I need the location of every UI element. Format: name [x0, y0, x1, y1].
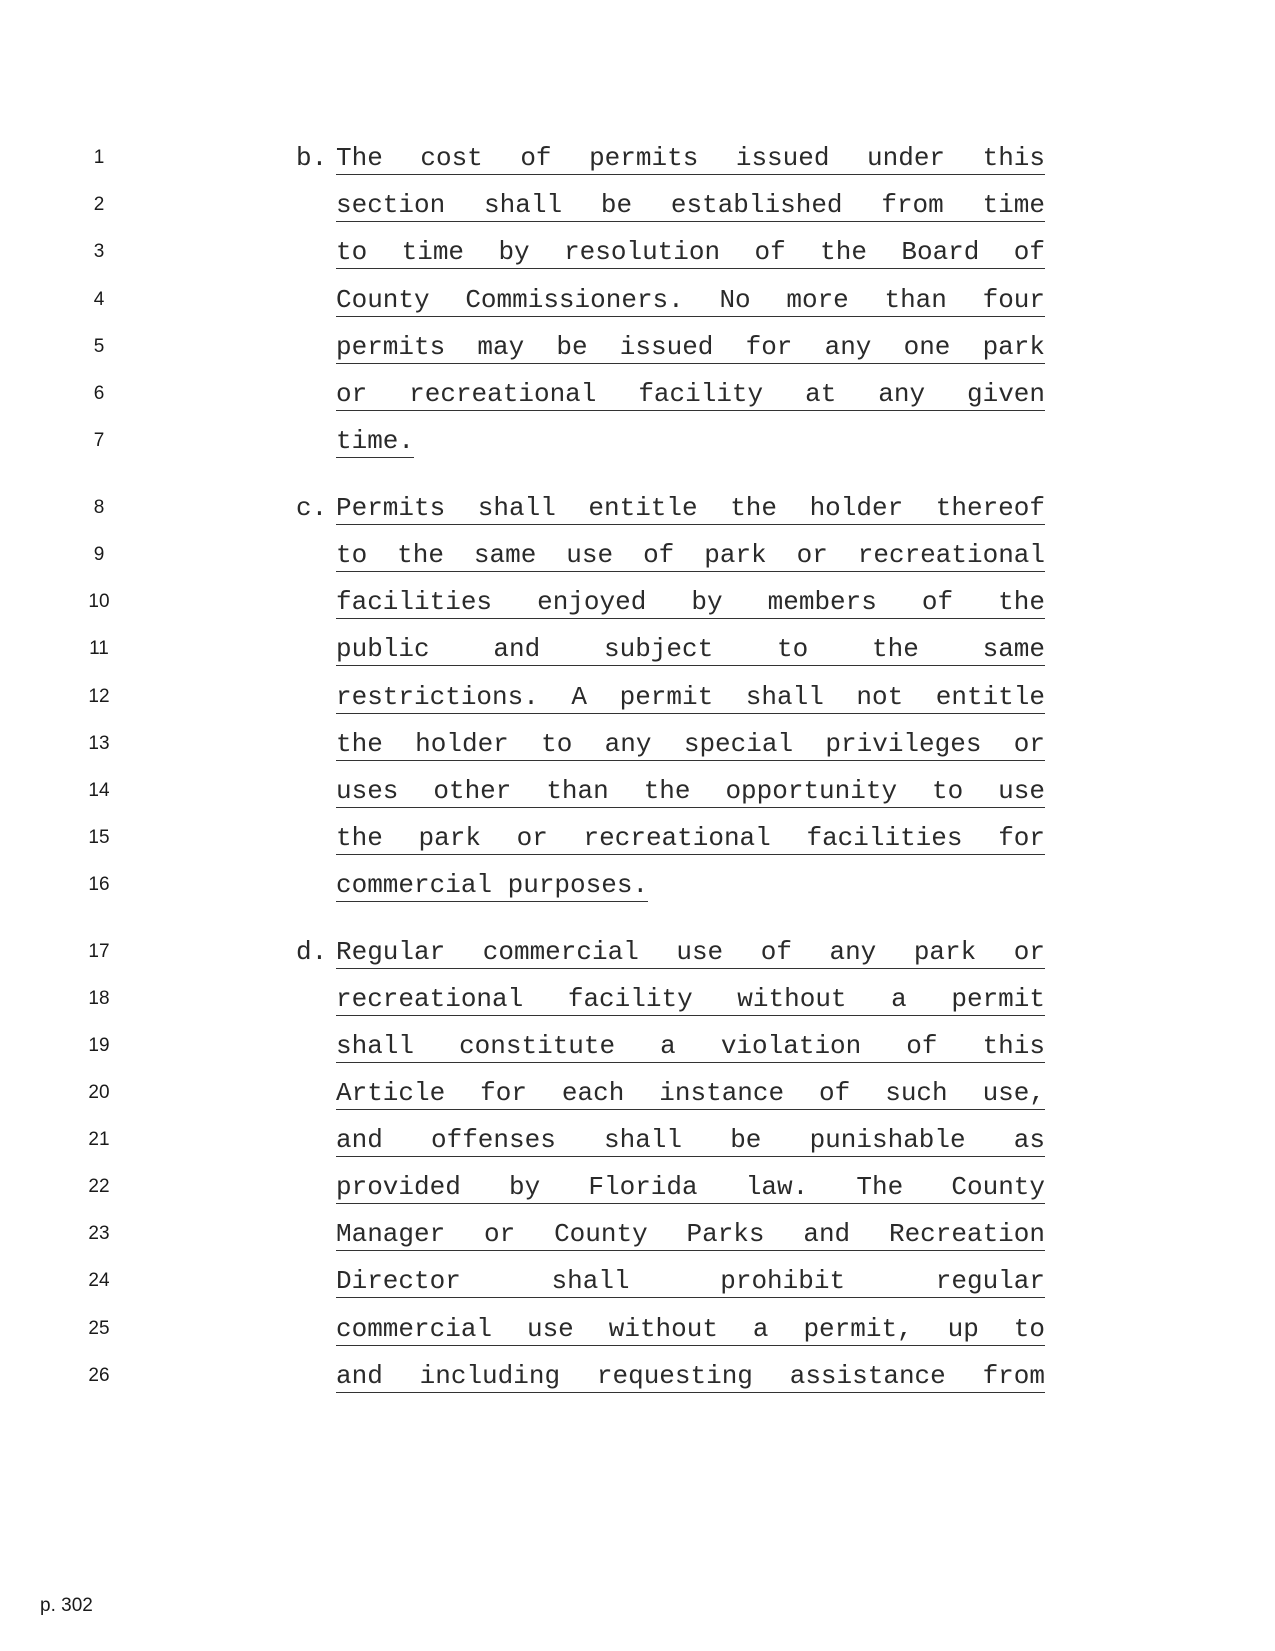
- line-number: 25: [88, 1318, 110, 1339]
- text-line: Director shall prohibit regular: [336, 1266, 1045, 1296]
- text-line: to time by resolution of the Board of: [336, 237, 1045, 267]
- line-number: 21: [88, 1129, 110, 1150]
- line-number: 1: [93, 147, 105, 168]
- list-marker-b: b.: [296, 143, 328, 173]
- line-number: 7: [93, 430, 105, 451]
- line-number: 24: [88, 1270, 110, 1291]
- text-line: the holder to any special privileges or: [336, 729, 1045, 759]
- line-number: 13: [88, 733, 110, 754]
- line-number: 8: [93, 497, 105, 518]
- text-line: and including requesting assistance from: [336, 1361, 1045, 1391]
- text-line: recreational facility without a permit: [336, 984, 1045, 1014]
- text-line: the park or recreational facilities for: [336, 823, 1045, 853]
- list-marker-d: d.: [296, 937, 328, 967]
- line-number: 5: [93, 336, 105, 357]
- line-number: 2: [93, 194, 105, 215]
- line-number: 9: [93, 544, 105, 565]
- text-line: restrictions. A permit shall not entitle: [336, 682, 1045, 712]
- text-line: time.: [336, 426, 415, 456]
- line-number: 20: [88, 1082, 110, 1103]
- line-number: 4: [93, 289, 105, 310]
- text-line: Article for each instance of such use,: [336, 1078, 1045, 1108]
- text-line: facilities enjoyed by members of the: [336, 587, 1045, 617]
- text-line: and offenses shall be punishable as: [336, 1125, 1045, 1155]
- text-line: to the same use of park or recreational: [336, 540, 1045, 570]
- page-number: p. 302: [40, 1595, 93, 1616]
- line-number: 23: [88, 1223, 110, 1244]
- text-line: uses other than the opportunity to use: [336, 776, 1045, 806]
- list-marker-c: c.: [296, 493, 328, 523]
- line-number: 19: [88, 1035, 110, 1056]
- text-line: Manager or County Parks and Recreation: [336, 1219, 1045, 1249]
- text-line: shall constitute a violation of this: [336, 1031, 1045, 1061]
- line-number: 11: [89, 638, 109, 659]
- line-number: 22: [88, 1176, 110, 1197]
- line-number: 10: [88, 591, 110, 612]
- text-line: public and subject to the same: [336, 634, 1045, 664]
- text-line: The cost of permits issued under this: [336, 143, 1045, 173]
- line-number: 14: [88, 780, 110, 801]
- text-line: County Commissioners. No more than four: [336, 285, 1045, 315]
- line-number: 12: [88, 686, 110, 707]
- text-line: provided by Florida law. The County: [336, 1172, 1045, 1202]
- text-line: Regular commercial use of any park or: [336, 937, 1045, 967]
- text-line: section shall be established from time: [336, 190, 1045, 220]
- text-line: commercial use without a permit, up to: [336, 1314, 1045, 1344]
- text-line: or recreational facility at any given: [336, 379, 1045, 409]
- line-number: 26: [88, 1365, 110, 1386]
- line-number: 3: [93, 241, 105, 262]
- text-line: Permits shall entitle the holder thereof: [336, 493, 1045, 523]
- text-line: commercial purposes.: [336, 870, 649, 900]
- line-number: 16: [88, 874, 110, 895]
- line-number: 18: [88, 988, 110, 1009]
- line-number: 6: [93, 383, 105, 404]
- text-line: permits may be issued for any one park: [336, 332, 1045, 362]
- line-number: 17: [88, 941, 110, 962]
- line-number: 15: [88, 827, 110, 848]
